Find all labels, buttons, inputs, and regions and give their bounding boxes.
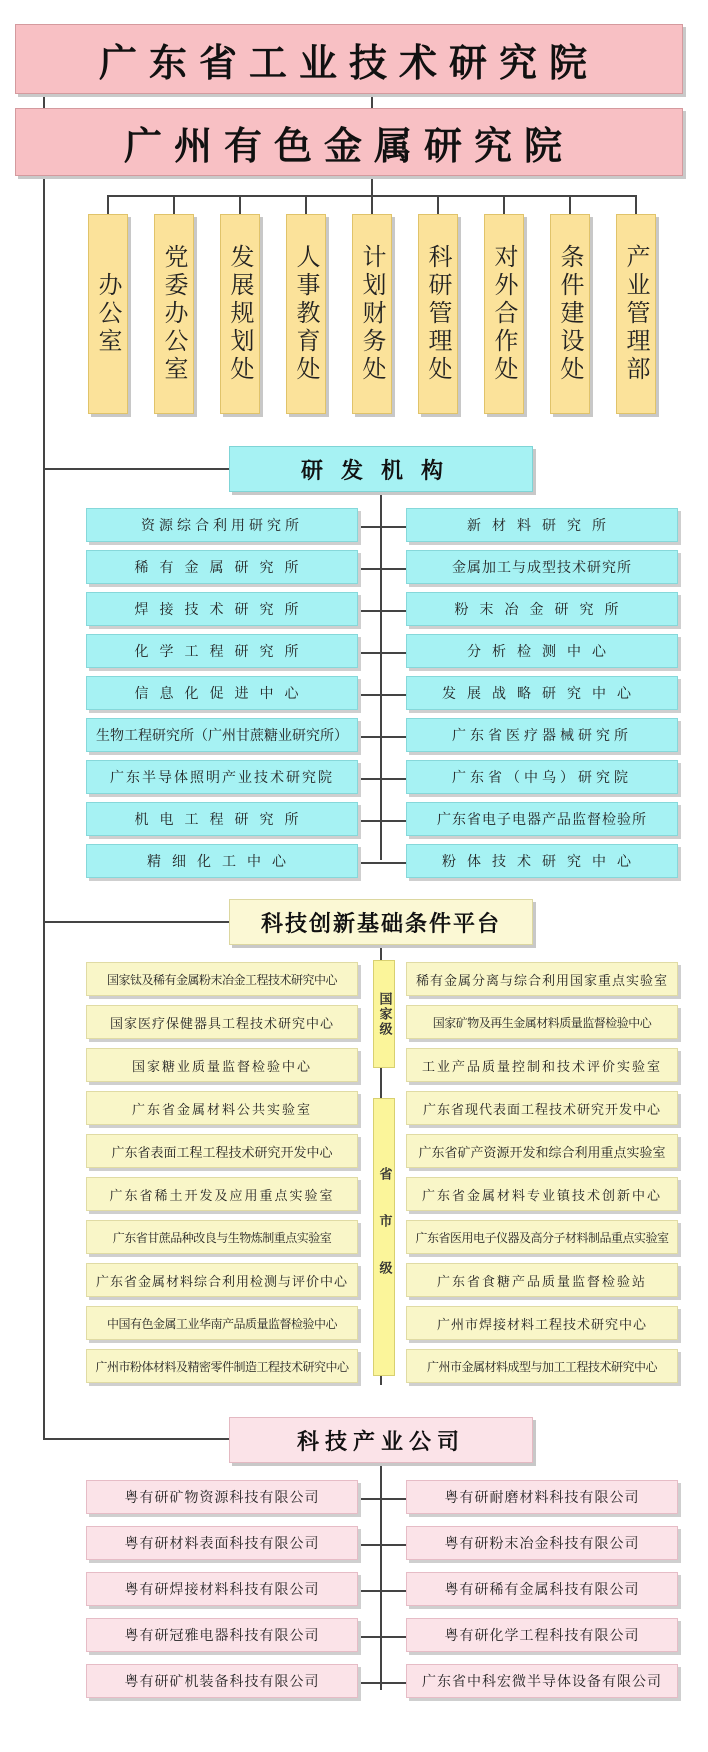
rd-institution-right: 金属加工与成型技术研究所 <box>406 550 678 584</box>
title-guangzhou-nonferrous-institute: 广州有色金属研究院 <box>15 108 683 176</box>
rd-row-connector <box>358 694 406 696</box>
rd-row-connector <box>358 652 406 654</box>
dept-connector-line <box>635 195 637 215</box>
industry-row-connector <box>358 1636 406 1638</box>
title-link-line <box>371 94 373 108</box>
platform-left: 广东省甘蔗品种改良与生物炼制重点实验室 <box>86 1220 358 1254</box>
department-box: 条件建设处 <box>550 214 590 414</box>
department-box: 人事教育处 <box>286 214 326 414</box>
rd-row-connector <box>358 862 406 864</box>
platform-left: 国家医疗保健器具工程技术研究中心 <box>86 1005 358 1039</box>
platform-left: 广东省金属材料综合利用检测与评价中心 <box>86 1263 358 1297</box>
main-trunk-line <box>43 95 45 1440</box>
rd-row-connector <box>358 736 406 738</box>
industry-company-left: 粤有研材料表面科技有限公司 <box>86 1526 358 1560</box>
rd-section-header: 研发机构 <box>229 446 533 492</box>
department-box: 产业管理部 <box>616 214 656 414</box>
rd-institution-right: 粉末冶金研究所 <box>406 592 678 626</box>
platform-right: 广州市金属材料成型与加工工程技术研究中心 <box>406 1349 678 1383</box>
rd-institution-left: 焊接技术研究所 <box>86 592 358 626</box>
platform-right: 稀有金属分离与综合利用国家重点实验室 <box>406 962 678 996</box>
platform-right: 广东省食糖产品质量监督检验站 <box>406 1263 678 1297</box>
title-guangdong-institute: 广东省工业技术研究院 <box>15 24 683 94</box>
rd-institution-left: 信息化促进中心 <box>86 676 358 710</box>
dept-connector-line <box>569 195 571 215</box>
industry-company-right: 粤有研粉末冶金科技有限公司 <box>406 1526 678 1560</box>
rd-institution-right: 发展战略研究中心 <box>406 676 678 710</box>
level-label-provincial: 省市级 <box>373 1098 395 1376</box>
dept-connector-line <box>437 195 439 215</box>
platform-right: 广东省医用电子仪器及高分子材料制品重点实验室 <box>406 1220 678 1254</box>
department-box: 计划财务处 <box>352 214 392 414</box>
platform-left: 广东省金属材料公共实验室 <box>86 1091 358 1125</box>
rd-row-connector <box>358 568 406 570</box>
industry-spine-line <box>380 1460 382 1690</box>
rd-institution-left: 生物工程研究所（广州甘蔗糖业研究所） <box>86 718 358 752</box>
rd-institution-left: 稀有金属研究所 <box>86 550 358 584</box>
industry-row-connector <box>358 1498 406 1500</box>
rd-institution-right: 广东省（中乌）研究院 <box>406 760 678 794</box>
dept-connector-line <box>305 195 307 215</box>
dept-stem-line <box>371 176 373 196</box>
branch-rd-line <box>43 468 229 470</box>
industry-row-connector <box>358 1544 406 1546</box>
industry-company-left: 粤有研矿物资源科技有限公司 <box>86 1480 358 1514</box>
department-box: 科研管理处 <box>418 214 458 414</box>
rd-institution-right: 广东省医疗器械研究所 <box>406 718 678 752</box>
rd-spine-line <box>380 490 382 860</box>
platform-left: 国家钛及稀有金属粉末冶金工程技术研究中心 <box>86 962 358 996</box>
industry-company-right: 粤有研耐磨材料科技有限公司 <box>406 1480 678 1514</box>
platform-left: 广东省表面工程工程技术研究开发中心 <box>86 1134 358 1168</box>
branch-platform-line <box>43 921 229 923</box>
rd-institution-right: 分析检测中心 <box>406 634 678 668</box>
industry-company-right: 粤有研稀有金属科技有限公司 <box>406 1572 678 1606</box>
platform-right: 广东省矿产资源开发和综合利用重点实验室 <box>406 1134 678 1168</box>
branch-industry-line <box>43 1438 229 1440</box>
rd-institution-left: 化学工程研究所 <box>86 634 358 668</box>
dept-connector-line <box>239 195 241 215</box>
department-box: 发展规划处 <box>220 214 260 414</box>
platform-left: 中国有色金属工业华南产品质量监督检验中心 <box>86 1306 358 1340</box>
rd-institution-right: 新材料研究所 <box>406 508 678 542</box>
platform-section-header: 科技创新基础条件平台 <box>229 899 533 945</box>
industry-company-right: 粤有研化学工程科技有限公司 <box>406 1618 678 1652</box>
industry-row-connector <box>358 1682 406 1684</box>
platform-right: 广东省现代表面工程技术研究开发中心 <box>406 1091 678 1125</box>
department-box: 办公室 <box>88 214 128 414</box>
dept-connector-line <box>371 195 373 215</box>
rd-institution-left: 资源综合利用研究所 <box>86 508 358 542</box>
rd-institution-right: 广东省电子电器产品监督检验所 <box>406 802 678 836</box>
rd-row-connector <box>358 820 406 822</box>
rd-row-connector <box>358 778 406 780</box>
industry-company-right: 广东省中科宏微半导体设备有限公司 <box>406 1664 678 1698</box>
industry-company-left: 粤有研冠雅电器科技有限公司 <box>86 1618 358 1652</box>
industry-section-header: 科技产业公司 <box>229 1417 533 1463</box>
dept-connector-line <box>107 195 109 215</box>
rd-institution-left: 精细化工中心 <box>86 844 358 878</box>
platform-right: 工业产品质量控制和技术评价实验室 <box>406 1048 678 1082</box>
rd-institution-right: 粉体技术研究中心 <box>406 844 678 878</box>
platform-left: 广东省稀土开发及应用重点实验室 <box>86 1177 358 1211</box>
industry-row-connector <box>358 1590 406 1592</box>
dept-connector-line <box>173 195 175 215</box>
level-label-national: 国家级 <box>373 960 395 1068</box>
rd-institution-left: 机电工程研究所 <box>86 802 358 836</box>
department-box: 对外合作处 <box>484 214 524 414</box>
industry-company-left: 粤有研焊接材料科技有限公司 <box>86 1572 358 1606</box>
rd-row-connector <box>358 526 406 528</box>
industry-company-left: 粤有研矿机装备科技有限公司 <box>86 1664 358 1698</box>
platform-left: 广州市粉体材料及精密零件制造工程技术研究中心 <box>86 1349 358 1383</box>
platform-right: 广东省金属材料专业镇技术创新中心 <box>406 1177 678 1211</box>
dept-connector-line <box>503 195 505 215</box>
platform-right: 广州市焊接材料工程技术研究中心 <box>406 1306 678 1340</box>
department-box: 党委办公室 <box>154 214 194 414</box>
rd-row-connector <box>358 610 406 612</box>
platform-right: 国家矿物及再生金属材料质量监督检验中心 <box>406 1005 678 1039</box>
platform-left: 国家糖业质量监督检验中心 <box>86 1048 358 1082</box>
rd-institution-left: 广东半导体照明产业技术研究院 <box>86 760 358 794</box>
